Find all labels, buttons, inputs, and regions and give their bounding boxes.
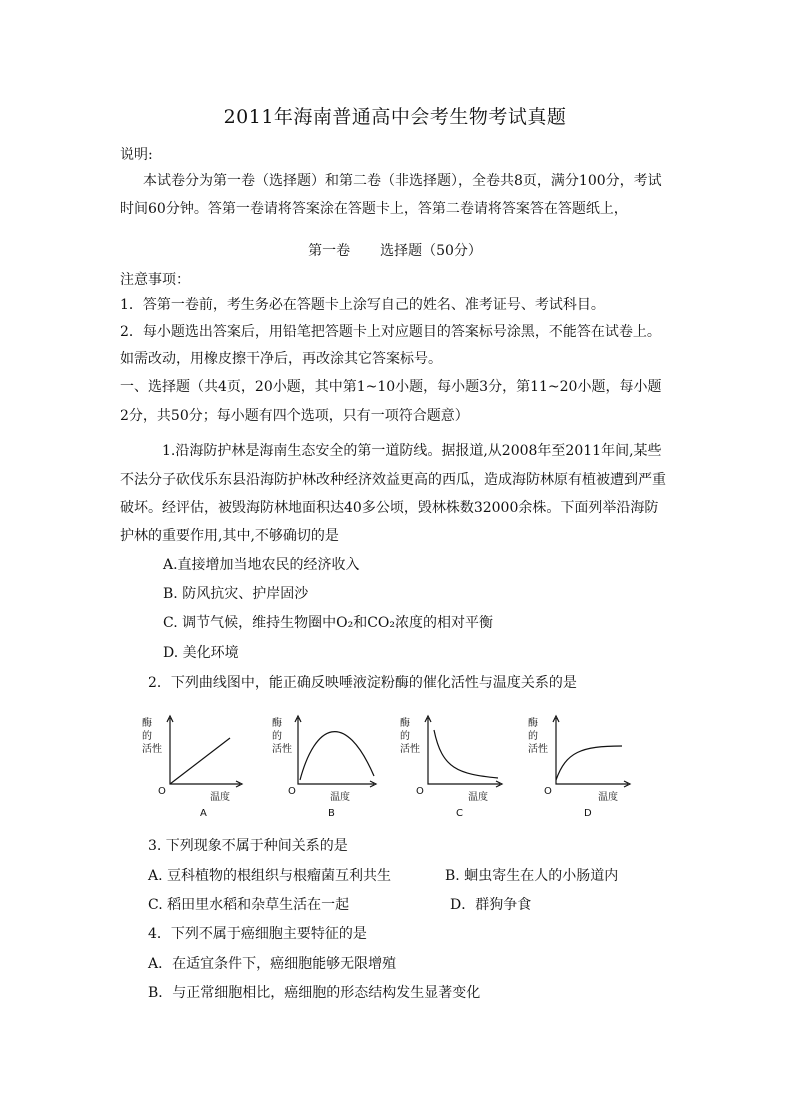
graph-d-svg [526,714,636,822]
section-heading [0,241,790,261]
graph-c-origin: O [416,786,424,797]
instructions-heading: 说明: [120,147,153,163]
graph-b-xlabel: 温度 [330,792,350,803]
q1-line-4: 护林的重要作用,其中,不够确切的是 [120,528,339,544]
graph-d-curve [556,746,622,780]
note-item-2-line-1: 2．每小题选出答案后，用铅笔把答题卡上对应题目的答案标号涂黑，不能答在试卷上。 [120,324,661,340]
q3-option-a: A. 豆科植物的根组织与根瘤菌互利共生 [148,868,392,884]
graph-c-ylabel-3: 活性 [400,744,420,755]
q3-option-d: D．群狗争食 [450,897,532,913]
part1-line-2: 2分，共50分；每小题有四个选项，只有一项符合题意） [120,408,469,424]
graph-b-ylabel-1: 酶 [272,718,282,729]
graph-a-svg [140,714,250,822]
instructions-line-1: 本试卷分为第一卷（选择题）和第二卷（非选择题），全卷共8页，满分100分，考试 [143,173,662,189]
q4-stem: 4．下列不属于癌细胞主要特征的是 [148,926,367,942]
q3-stem: 3. 下列现象不属于种间关系的是 [148,838,348,854]
graph-b-curve [300,732,374,780]
graph-b-letter: B [328,808,335,819]
q2-graph-b [270,714,380,822]
q1-line-3: 破坏。经评估，被毁海防林地面积达40多公顷，毁林株数32000余株。下面列举沿海防 [120,500,659,516]
graph-a-xlabel: 温度 [210,792,230,803]
graph-d-axes [556,718,628,784]
graph-a-letter: A [200,808,207,819]
graph-a-ylabel-3: 活性 [142,744,162,755]
graph-a-curve [170,738,230,784]
q2-graph-d [526,714,636,822]
notes-heading: 注意事项： [120,272,190,288]
section-volume: 第一卷 [308,243,351,259]
part1-line-1: 一、选择题（共4页，20小题，其中第1~10小题，每小题3分，第11~20小题，每小题 [120,379,662,395]
q3-option-b: B. 蛔虫寄生在人的小肠道内 [445,868,619,884]
graph-a-axes [170,718,240,784]
graph-d-origin: O [544,786,552,797]
q2-graph-c [398,714,508,822]
q1-line-2: 不法分子砍伐乐东县沿海防护林改种经济效益更高的西瓜，造成海防林原有植被遭到严重 [120,472,666,488]
note-item-1: 1．答第一卷前，考生务必在答题卡上涂写自己的姓名、准考证号、考试科目。 [120,297,605,313]
q4-option-b: B．与正常细胞相比，癌细胞的形态结构发生显著变化 [148,985,481,1001]
section-name: 选择题（50分） [380,243,482,259]
graph-a-origin: O [158,786,166,797]
graph-d-letter: D [584,808,592,819]
q4-option-a: A．在适宜条件下，癌细胞能够无限增殖 [148,956,397,972]
q1-option-a: A.直接增加当地农民的经济收入 [163,557,360,573]
graph-d-ylabel-2: 的 [528,731,538,742]
q2-graph-a [140,714,250,822]
graph-d-ylabel-1: 酶 [528,718,538,729]
graph-c-ylabel-2: 的 [400,731,410,742]
graph-c-ylabel-1: 酶 [400,718,410,729]
graph-b-ylabel-2: 的 [272,731,282,742]
graph-c-svg [398,714,508,822]
graph-b-svg [270,714,380,822]
note-item-2-line-2: 如需改动，用橡皮擦干净后，再改涂其它答案标号。 [120,351,442,367]
graph-c-letter: C [456,808,463,819]
graph-b-origin: O [288,786,296,797]
graph-c-xlabel: 温度 [468,792,488,803]
q2-stem: 2．下列曲线图中，能正确反映唾液淀粉酶的催化活性与温度关系的是 [148,675,577,691]
q1-option-b: B. 防风抗灾、护岸固沙 [163,586,309,602]
graph-a-ylabel-2: 的 [142,731,152,742]
graph-c-curve [434,730,498,778]
graph-d-ylabel-3: 活性 [528,744,548,755]
graph-c-axes [428,718,500,784]
graph-b-axes [298,718,374,784]
q3-option-c: C. 稻田里水稻和杂草生活在一起 [148,897,350,913]
q1-option-c: C. 调节气候，维持生物圈中O₂和CO₂浓度的相对平衡 [163,615,494,631]
graph-b-ylabel-3: 活性 [272,744,292,755]
exam-title: 2011年海南普通高中会考生物考试真题 [223,106,567,128]
graph-a-ylabel-1: 酶 [142,718,152,729]
instructions-line-2: 时间60分钟。答第一卷请将答案涂在答题卡上，答第二卷请将答案答在答题纸上， [120,201,628,217]
q1-line-1: 1.沿海防护林是海南生态安全的第一道防线。据报道,从2008年至2011年间,某些 [162,443,662,459]
graph-d-xlabel: 温度 [598,792,618,803]
q1-option-d: D. 美化环境 [163,645,239,661]
